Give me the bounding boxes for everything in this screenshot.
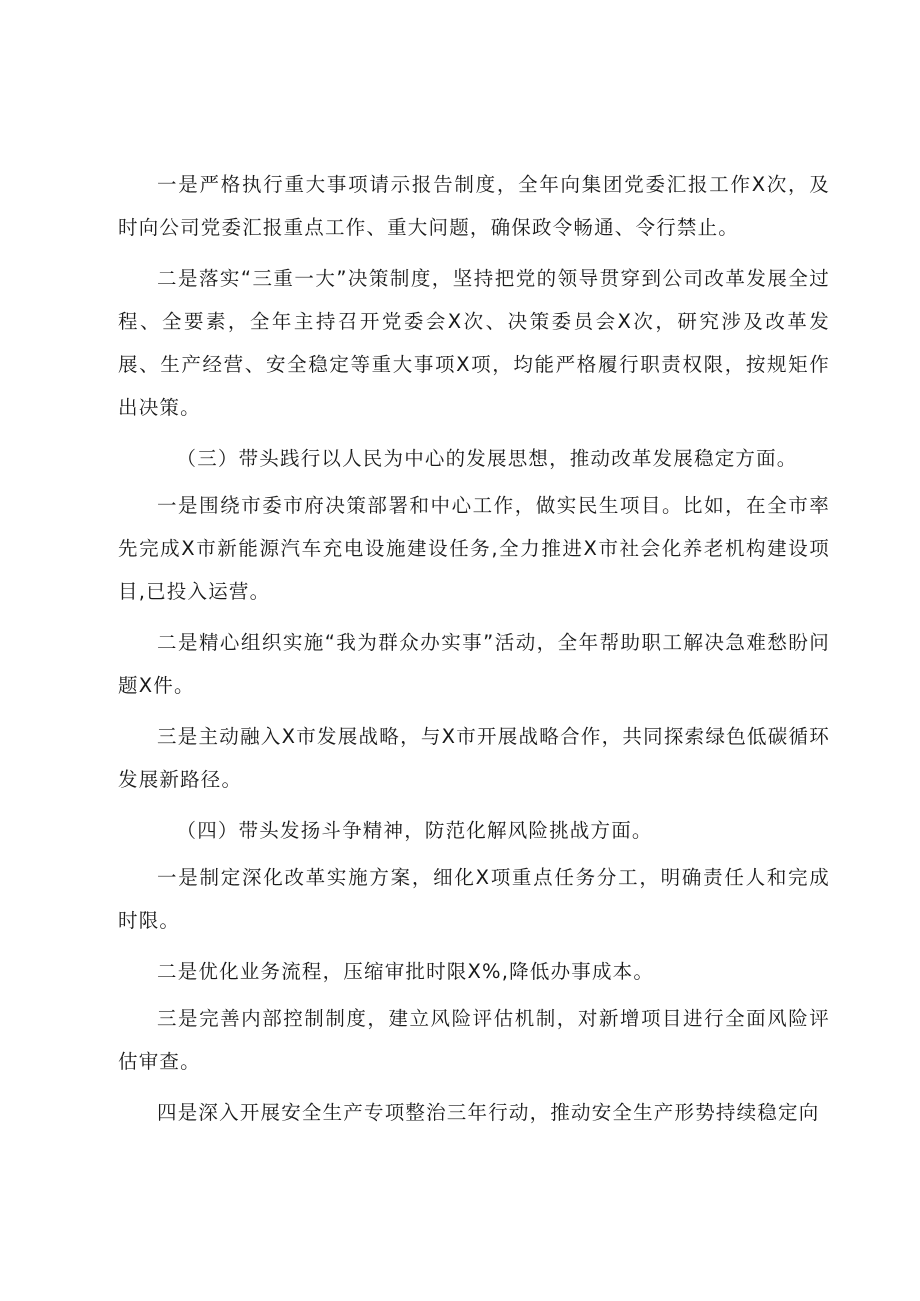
- paragraph-internal-control: 三是完善内部控制制度，建立风险评估机制，对新增项目进行全面风险评估审查。: [118, 1007, 830, 1073]
- paragraph-decision-system: 二是落实“三重一大”决策制度，坚持把党的领导贯穿到公司改革发展全过程、全要素，全年主持召开党委会X次、决策委员会X次，研究涉及改革发展、生产经营、安全稳定等重大事项X项，均能严格履行职责权限，按规矩作出决策。: [118, 267, 830, 419]
- paragraph-business-process: 二是优化业务流程，压缩审批时限X%,降低办事成本。: [157, 960, 655, 983]
- paragraph-strategic-cooperation: 三是主动融入X市发展战略，与X市开展战略合作，共同探索绿色低碳循环发展新路径。: [118, 725, 830, 791]
- paragraph-report-system: 一是严格执行重大事项请示报告制度，全年向集团党委汇报工作X次，及时向公司党委汇报重点工作、重大问题，确保政令畅通、令行禁止。: [118, 173, 830, 239]
- paragraph-livelihood-projects: 一是围绕市委市府决策部署和中心工作，做实民生项目。比如，在全市率先完成X市新能源汽车充电设施建设任务,全力推进X市社会化养老机构建设项目,已投入运营。: [118, 494, 830, 603]
- document-body: [118, 163, 830, 1142]
- section-heading-4: （四）带头发扬斗争精神，防范化解风险挑战方面。: [176, 819, 653, 842]
- section-heading-3: （三）带头践行以人民为中心的发展思想，推动改革发展稳定方面。: [176, 447, 798, 470]
- paragraph-safety-production: 四是深入开展安全生产专项整治三年行动，推动安全生产形势持续稳定向: [157, 1101, 820, 1124]
- paragraph-practical-deeds: 二是精心组织实施“我为群众办实事”活动，全年帮助职工解决急难愁盼问题X件。: [118, 631, 830, 697]
- paragraph-reform-plan: 一是制定深化改革实施方案，细化X项重点任务分工，明确责任人和完成时限。: [118, 866, 830, 932]
